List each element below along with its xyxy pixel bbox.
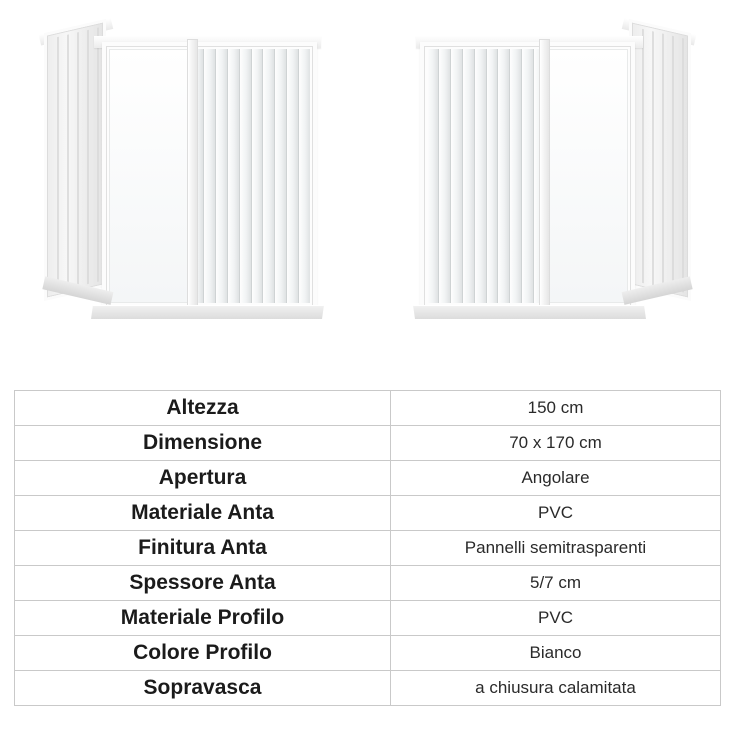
cabin-left-center-post <box>188 40 197 312</box>
spec-value: 150 cm <box>391 391 721 426</box>
spec-value: 5/7 cm <box>391 566 721 601</box>
spec-value: Bianco <box>391 636 721 671</box>
shower-cabin-right-view <box>405 0 705 360</box>
shower-cabin-left-view <box>28 0 328 360</box>
cabin-left-slat-group <box>192 49 310 303</box>
spec-value: Pannelli semitrasparenti <box>391 531 721 566</box>
spec-label: Apertura <box>15 461 391 496</box>
spec-value: 70 x 170 cm <box>391 426 721 461</box>
spec-label: Dimensione <box>15 426 391 461</box>
spec-label: Sopravasca <box>15 671 391 706</box>
spec-label: Finitura Anta <box>15 531 391 566</box>
cabin-left-base-rail <box>91 305 324 319</box>
table-row <box>15 531 721 566</box>
spec-value: a chiusura calamitata <box>391 671 721 706</box>
table-row <box>15 671 721 706</box>
table-row <box>15 636 721 671</box>
cabin-right-folding-door <box>420 42 635 310</box>
table-row <box>15 496 721 531</box>
table-row <box>15 566 721 601</box>
cabin-right-base-rail <box>413 305 646 319</box>
table-row <box>15 461 721 496</box>
spec-label: Altezza <box>15 391 391 426</box>
spec-value: Angolare <box>391 461 721 496</box>
cabin-left-folding-door <box>102 42 317 310</box>
spec-value: PVC <box>391 601 721 636</box>
spec-label: Colore Profilo <box>15 636 391 671</box>
spec-label: Materiale Anta <box>15 496 391 531</box>
spec-value: PVC <box>391 496 721 531</box>
spec-label: Materiale Profilo <box>15 601 391 636</box>
spec-label: Spessore Anta <box>15 566 391 601</box>
specifications-table <box>14 390 721 706</box>
table-row <box>15 601 721 636</box>
cabin-left-flat-panel <box>109 49 195 303</box>
cabin-left-side-panel <box>44 19 106 301</box>
cabin-right-flat-panel <box>542 49 628 303</box>
table-row <box>15 426 721 461</box>
table-row <box>15 391 721 426</box>
cabin-right-slat-group <box>427 49 545 303</box>
cabin-right-center-post <box>540 40 549 312</box>
cabin-right-side-panel <box>629 19 691 301</box>
